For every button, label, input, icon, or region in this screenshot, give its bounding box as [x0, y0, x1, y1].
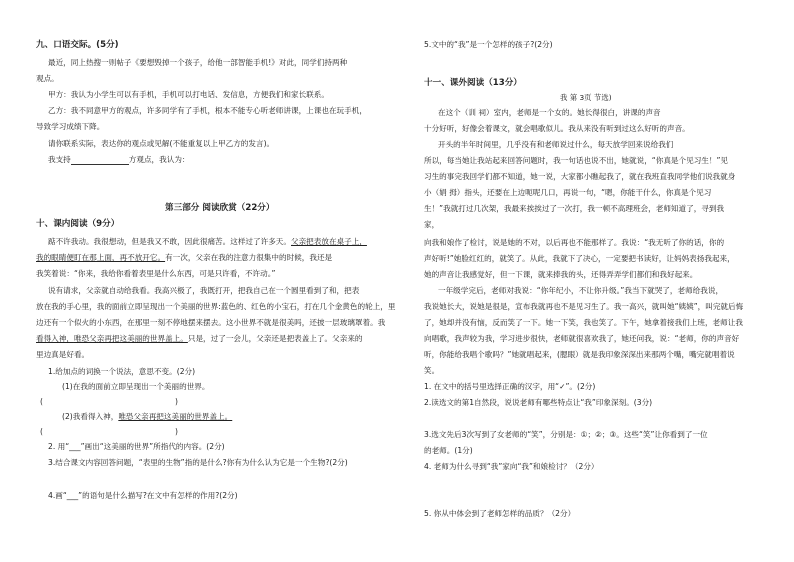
- underlined-sentence: 父亲把表放在桌子上，: [291, 237, 367, 246]
- reading-question-3-cont: 的老师。(1分): [424, 446, 473, 455]
- paragraph-line: 观点。: [36, 74, 59, 83]
- passage-text: 踮不许我动。我很想动，但是我又不敢，因此很痛苦。这样过了许多天。: [48, 237, 291, 246]
- passage-line: 生！”我就打过几次架，我最来挨挨过了一次打，我一顿不高理班会，老师知道了，寻到我: [424, 204, 725, 213]
- answer-line: [48, 155, 190, 165]
- passage-line: 声好听!”她脸红红的，就笑了。从此，我就下了决心，一定要把书读好，让妈妈表扬我起来，: [424, 254, 735, 263]
- passage-line: 在这个（训 祠）室内，老师是一个女的。她长得很白，讲课的声音: [438, 108, 661, 117]
- passage-line: 听，你能给我唱个歌吗？”她就唱起来，(腮眼）就是我印象深深出来那两个嘴，嘴完就唱着说: [424, 350, 735, 359]
- underlined-phrase: 唯恐父亲再把这美丽的世界盖上。: [118, 412, 233, 421]
- reading-question-1: 1. 在文中的括号里选择正确的汉字，用“✓”。(2分): [424, 382, 596, 391]
- passage-line: [48, 237, 367, 247]
- reading-question-3: 3.选文先后3次写到了女老师的“笑”，分别是：①；②；③。这些“笑”让你看到了一位: [424, 430, 708, 439]
- passage-text: 我: [377, 318, 386, 327]
- question-text: (2)我看得入神，: [62, 412, 119, 421]
- paragraph-line: 导致学习成绩下降。: [36, 122, 105, 131]
- question-1-1: (1)在我的面前立即呈现出一个美丽的世界。: [62, 382, 210, 391]
- paragraph-line: 甲方：我认为小学生可以有手机，手机可以打电话、发信息，方便我们和家长联系。: [48, 90, 329, 99]
- answer-prefix: 我支持: [48, 155, 71, 164]
- passage-line: [36, 318, 385, 328]
- passage-line: 一年级学完后，老师对我说：“你年纪小，不让你升级。”我当下就哭了，老师给我说，: [438, 286, 724, 295]
- passage-text: 有一次，父亲在我的注意力很集中的时候，: [165, 253, 310, 262]
- passage-text: 只是，过了一会儿，父亲还是把表盖上了。父亲来的: [187, 334, 363, 343]
- passage-line: 说有请求，父亲就自动给我看。我高兴极了，我既打开，把我自己在一个圆里看到了和，把表: [48, 286, 360, 295]
- underlined-phrase: 唯恐父亲再把这美丽的世界盖上。: [73, 334, 188, 343]
- passage-line: 十分好听，好像会着课文，就会唱歌似儿。我从来没有听到过这么好听的声音。: [424, 124, 690, 133]
- reading-question-4: 4. 老师为什么寻到“我”家向“我”和娘检讨？（2分）: [424, 462, 599, 471]
- passage-line: 习生的事完我回学们都不知道，她一说，大家都小瞧起我了，就在我班直我同学他们说我就身: [424, 172, 736, 181]
- passage-title: 我 第 3页 节选): [560, 93, 612, 102]
- passage-text: 我还是: [309, 253, 333, 262]
- passage-line: 我说她长大，说她是很是，宣布我就再也不是见习生了。我一高兴，就叫她“姨姨”，叫完就后悔: [424, 302, 744, 311]
- question-2: 2. 用“___”画出“这美丽的世界”所指代的内容。(2分): [48, 442, 225, 451]
- question-3: 3.结合课文内容回答问题，“表里的生物”指的是什么?你有为什么认为它是一个生物?(2分): [48, 458, 348, 467]
- paren-right: ): [175, 427, 178, 436]
- passage-line: 向唱歌，我声较为我，学习进步很快，老师就很喜欢我了，她还问我，说：“老师，你的声音好: [424, 334, 740, 343]
- section-9-title: 九、口语交际。(5分): [36, 40, 119, 50]
- answer-blank[interactable]: [71, 156, 129, 165]
- passage-line: 小（娟 拇）指头，还要在上边呃呢几口，再说一句，“嗯，你能干什么，你真是个见习: [424, 188, 712, 197]
- passage-line: 向我和娘作了检讨，说是她的不对，以后再也不能那样了。我说：“我无听了你的话，你的: [424, 238, 725, 247]
- reading-question-5: 5. 你从中体会到了老师怎样的品质？（2分）: [424, 509, 576, 518]
- part-3-title: 第三部分 阅读欣赏（22分）: [165, 203, 275, 213]
- paragraph-line: 乙方：我不同意甲方的观点，许多同学有了手机，根本不能专心听老师讲课，上课也在玩手机，: [48, 106, 367, 115]
- reading-question-2: 2.读选文的第1自然段，说说老师有哪些特点让“我”印象深刻。(3分): [424, 398, 653, 407]
- passage-line: 她的声音让我感觉好，但一下课，就来捧我的头，还得弄弄学们都们和我好起来。: [424, 270, 698, 279]
- question-4: 4.画“___”的语句是什么描写?在文中有怎样的作用?(2分): [48, 491, 238, 500]
- passage-line: 我笑着说：“你来，我给你看着表里是什么东西，可是只许看，不许动。”: [36, 269, 276, 278]
- paragraph-line: 请你联系实际，表达你的观点或见解(不能重复以上甲乙方的发言)。: [48, 139, 275, 148]
- passage-line: 了，她却并没有恼，反而笑了一下。她一下笑，我也笑了。下午，她拿着接我们上班，老师让我: [424, 318, 743, 327]
- passage-line: 家，: [424, 220, 440, 229]
- question-1: 1.给加点的词换一个说法，意思不变。(2分): [48, 367, 196, 376]
- underlined-phrase: 看得入神，: [36, 334, 74, 343]
- passage-line: [36, 253, 332, 263]
- question-1-2: [62, 412, 232, 422]
- passage-line: 放在我的手心里，我的面前立即呈现出一个美丽的世界:蓝色的、红色的小宝石，打在几个金黄色的轮上，里: [36, 302, 396, 311]
- passage-text: 边还有一个似火的小东西，在那里一刻不停地摆来摆去。这小世界不就是很美吗，还披一层玻璃罩着。: [36, 318, 378, 327]
- paren-left: (: [40, 397, 43, 406]
- section-11-title: 十一、课外阅读（13分）: [424, 78, 522, 88]
- paren-right: ): [175, 397, 178, 406]
- question-5-top: 5.文中的“我”是一个怎样的孩子?(2分): [424, 40, 553, 49]
- passage-line: 笑。: [424, 366, 440, 375]
- paragraph-line: 最近，同上热搜一则帖子《要想毁掉一个孩子，给他一部智能手机!》对此，同学们持两种: [48, 58, 348, 67]
- passage-line: 开头的半年时间里，几乎没有和老师说过什么，每天放学回来说给我们: [438, 140, 674, 149]
- passage-line: 所以，每当她让我站起来回答问题时，我一句话也说不出，她就说，“你真是个见习生！”见: [424, 156, 729, 165]
- section-10-title: 十、课内阅读（9分）: [36, 219, 120, 229]
- passage-line: [36, 334, 363, 344]
- paren-left: (: [40, 427, 43, 436]
- passage-line: 里边真是好看。: [36, 350, 90, 359]
- underlined-sentence: 我的眼睛便盯在那上面，再不放开它。: [36, 253, 166, 262]
- answer-suffix: 方观点，我认为：: [128, 155, 190, 164]
